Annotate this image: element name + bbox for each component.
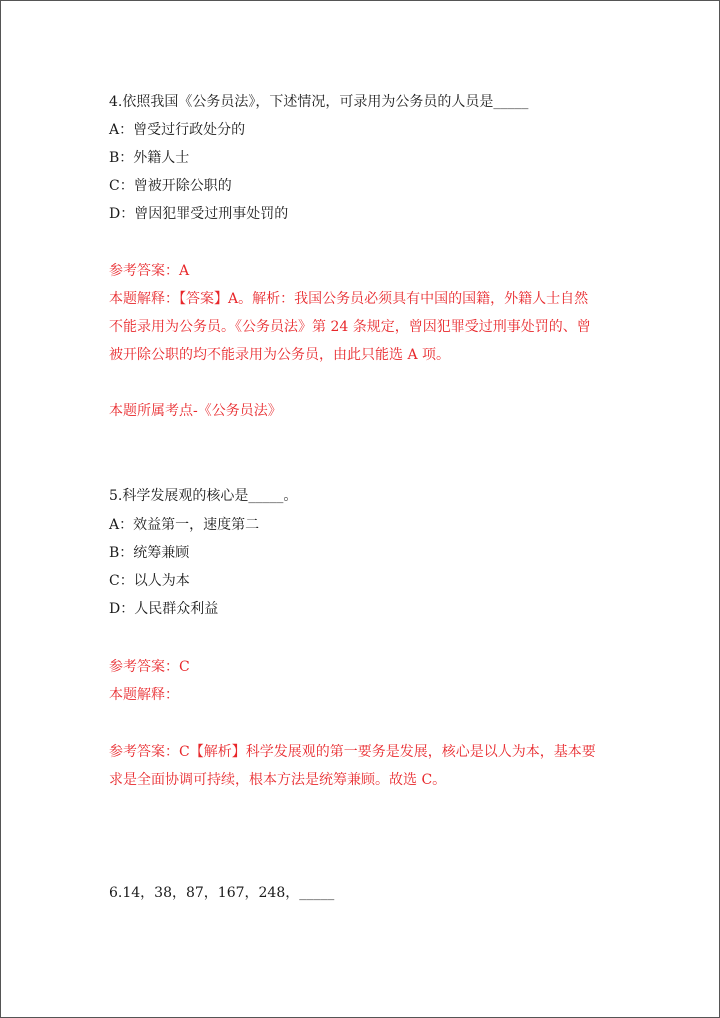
question-5-explanation-label: 本题解释： <box>109 687 179 703</box>
question-4-stem: 4.依照我国《公务员法》，下述情况，可录用为公务员的人员是_____ <box>109 94 529 110</box>
question-4-knowledge-point: 本题所属考点-《公务员法》 <box>109 403 282 419</box>
question-5-answer: 参考答案：C <box>109 659 190 675</box>
question-5-option-d: D：人民群众利益 <box>109 601 219 617</box>
question-6-stem: 6.14，38，87，167，248，_____ <box>109 885 335 901</box>
question-5-extra-line-2: 求是全面协调可持续，根本方法是统筹兼顾。故选 C。 <box>109 772 447 788</box>
question-5-option-b: B：统筹兼顾 <box>109 545 190 561</box>
question-4-option-a: A：曾受过行政处分的 <box>109 122 246 138</box>
question-4-option-d: D：曾因犯罪受过刑事处罚的 <box>109 206 289 222</box>
question-4-option-b: B：外籍人士 <box>109 150 190 166</box>
question-5-option-a: A：效益第一，速度第二 <box>109 517 260 533</box>
question-5-stem: 5.科学发展观的核心是_____。 <box>109 488 298 504</box>
question-4-answer: 参考答案：A <box>109 263 190 279</box>
question-5-option-c: C：以人为本 <box>109 573 190 589</box>
question-4-explanation-line-1: 本题解释：【答案】A。解析：我国公务员必须具有中国的国籍，外籍人士自然 <box>109 291 589 307</box>
question-4-option-c: C：曾被开除公职的 <box>109 178 232 194</box>
question-5-extra-line-1: 参考答案：C【解析】科学发展观的第一要务是发展，核心是以人为本，基本要 <box>109 744 596 760</box>
question-4-explanation-line-3: 被开除公职的均不能录用为公务员，由此只能选 A 项。 <box>109 347 451 363</box>
question-4-explanation-line-2: 不能录用为公务员。《公务员法》第 24 条规定，曾因犯罪受过刑事处罚的、曾 <box>109 319 591 335</box>
